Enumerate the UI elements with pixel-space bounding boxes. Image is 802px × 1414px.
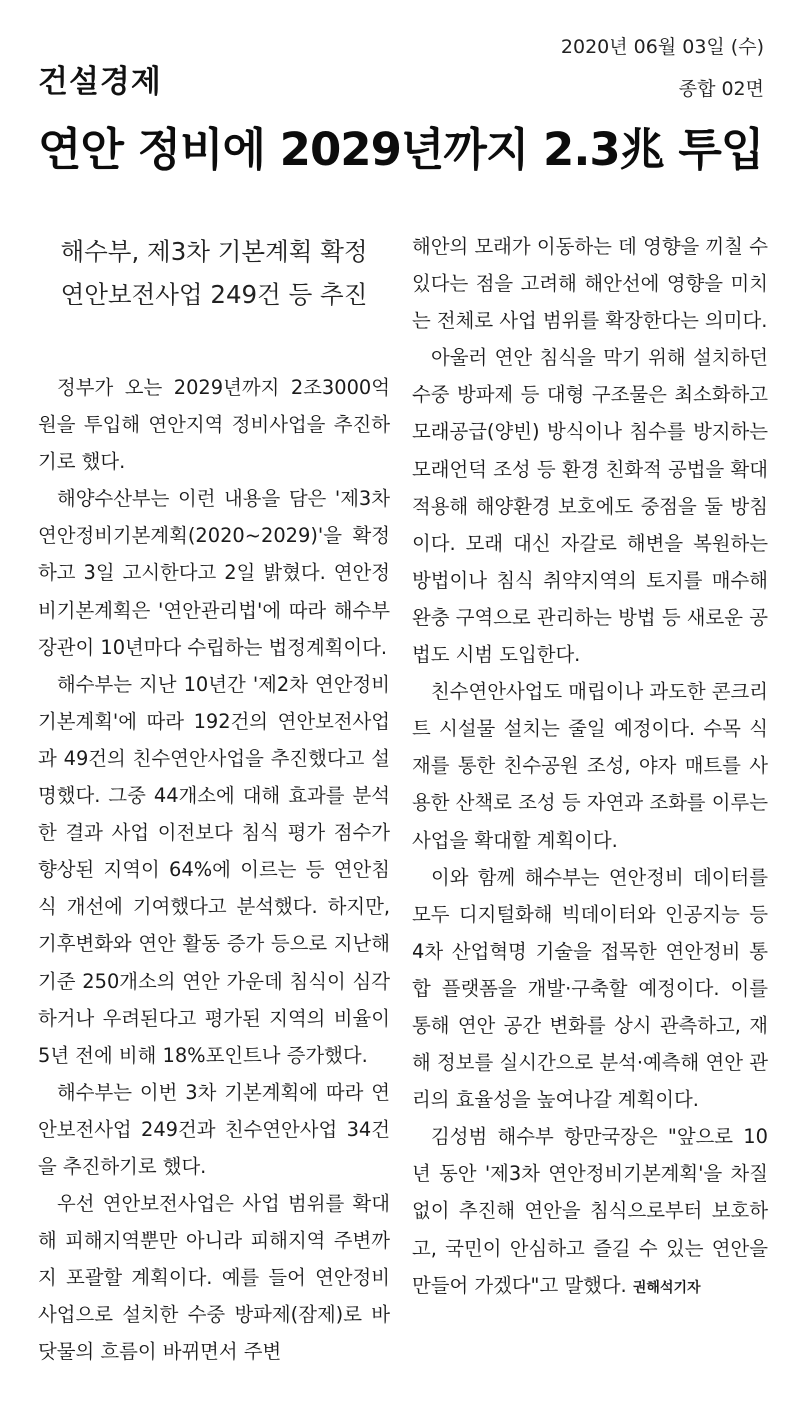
masthead: 건설경제 [38,64,162,100]
subheadline-line: 연안보전사업 249건 등 추진 [60,280,368,309]
article-column-right [412,228,768,1307]
article-paragraph-text: 김성범 해수부 항만국장은 "앞으로 10년 동안 '제3차 연안정비기본계획'을 차질 없이 추진해 연안을 침식으로부터 보호하고, 국민이 안심하고 즐길 수 있는 연안을 만들어 가겠다"고 말했다. [412,1125,768,1297]
article-paragraph: 해안의 모래가 이동하는 데 영향을 끼칠 수 있다는 점을 고려해 해안선에 영향을 미치는 전체로 사업 범위를 확장한다는 의미다. [412,235,768,333]
subheadline-line: 해수부, 제3차 기본계획 확정 [60,237,368,266]
article-paragraph: 정부가 오는 2029년까지 2조3000억원을 투입해 연안지역 정비사업을 추진하기로 했다. [38,376,390,474]
article-paragraph-final [412,1118,768,1306]
headline: 연안 정비에 2029년까지 2.3兆 투입 [38,123,764,176]
article-column-left [38,369,390,1371]
byline: 권해석기자 [632,1279,701,1296]
article-paragraph: 우선 연안보전사업은 사업 범위를 확대해 피해지역뿐만 아니라 피해지역 주변까지 포괄할 계획이다. 예를 들어 연안정비사업으로 설치한 수중 방파제(잠제)로 바닷물의 흐름이 바뀌면서 주변 [38,1192,390,1364]
article-paragraph: 해수부는 이번 3차 기본계획에 따라 연안보전사업 249건과 친수연안사업 34건을 추진하기로 했다. [38,1080,390,1178]
subheadline [38,230,390,316]
article-paragraph: 아울러 연안 침식을 막기 위해 설치하던 수중 방파제 등 대형 구조물은 최소화하고 모래공급(양빈) 방식이나 침수를 방지하는 모래언덕 조성 등 환경 친화적 공법을 확대 적용해 해양환경 보호에도 중점을 둘 방침이다. 모래 대신 자갈로 해변을 복원하는 방법이나 침식 취약지역의 토지를 매수해 완충 구역으로 관리하는 방법 등 새로운 공법도 시범 도입한다. [412,346,768,667]
article-paragraph: 이와 함께 해수부는 연안정비 데이터를 모두 디지털화해 빅데이터와 인공지능 등 4차 산업혁명 기술을 접목한 연안정비 통합 플랫폼을 개발·구축할 예정이다. 이를 통해 연안 공간 변화를 상시 관측하고, 재해 정보를 실시간으로 분석·예측해 연안 관리의 효율성을 높여나갈 계획이다. [412,865,768,1112]
dateline: 2020년 06월 03일 (수) [560,36,764,58]
article-paragraph: 해수부는 지난 10년간 '제2차 연안정비기본계획'에 따라 192건의 연안보전사업과 49건의 친수연안사업을 추진했다고 설명했다. 그중 44개소에 대해 효과를 분석한 결과 사업 이전보다 침식 평가 점수가 향상된 지역이 64%에 이르는 등 연안침식 개선에 기여했다고 분석했다. 하지만, 기후변화와 연안 활동 증가 등으로 지난해 기준 250개소의 연안 가운데 침식이 심각하거나 우려된다고 평가된 지역의 비율이 5년 전에 비해 18%포인트나 증가했다. [38,672,390,1067]
article-paragraph: 해양수산부는 이런 내용을 담은 '제3차 연안정비기본계획(2020~2029)'을 확정하고 3일 고시한다고 2일 밝혔다. 연안정비기본계획은 '연안관리법'에 따라 해수부 장관이 10년마다 수립하는 법정계획이다. [38,487,390,659]
section-label: 종합 02면 [678,78,764,100]
article-paragraph: 친수연안사업도 매립이나 과도한 콘크리트 시설물 설치는 줄일 예정이다. 수목 식재를 통한 친수공원 조성, 야자 매트를 사용한 산책로 조성 등 자연과 조화를 이루는 사업을 확대할 계획이다. [412,680,768,852]
